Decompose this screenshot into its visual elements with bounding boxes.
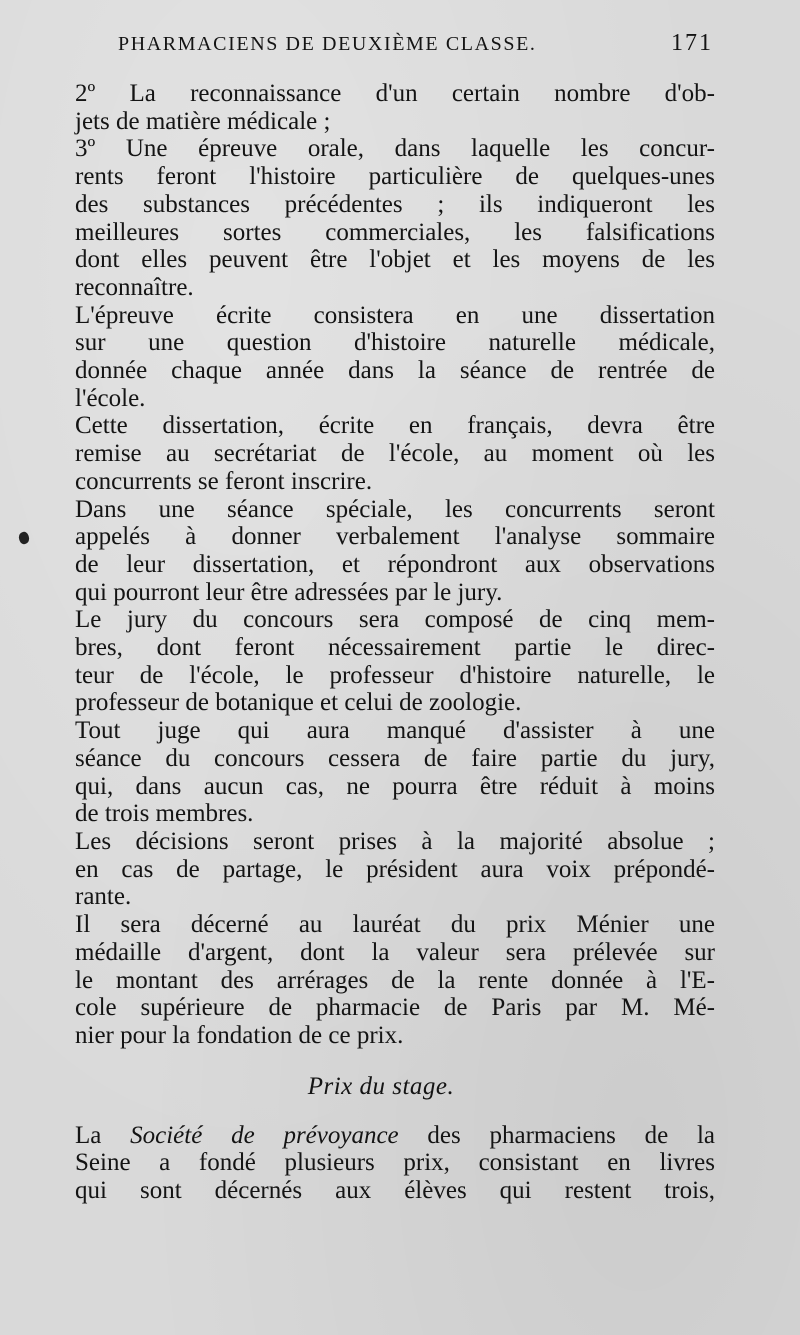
running-head-title: PHARMACIENS DE DEUXIÈME CLASSE. [118, 33, 537, 55]
text-line: Le jury du concours sera composé de cinq mem- [75, 606, 715, 634]
text-line: de trois membres. [75, 800, 254, 828]
text-line: professeur de botanique et celui de zoologie. [75, 689, 522, 717]
body-text [47, 80, 715, 1205]
margin-ink-mark [17, 531, 31, 546]
text-line: Tout juge qui aura manqué d'assister à une [75, 717, 715, 745]
text-line: Cette dissertation, écrite en français, devra être [75, 412, 715, 440]
text-line: 3º Une épreuve orale, dans laquelle les concur- [75, 135, 715, 163]
section-spacer [47, 1108, 715, 1122]
text-line: dont elles peuvent être l'objet et les moyens de les [75, 246, 715, 274]
text-line: reconnaître. [75, 273, 194, 301]
text-line: rents feront l'histoire particulière de quelques-unes [75, 163, 715, 191]
text-line: de leur dissertation, et répondront aux observations [75, 550, 715, 578]
paragraph-decisions [47, 828, 715, 911]
text-line: qui pourront leur être adressées par le jury. [75, 578, 503, 606]
italic-society-name: Société de prévoyance [130, 1121, 399, 1149]
paragraph-special-session [47, 496, 715, 607]
text-fragment: des pharmaciens de la [427, 1121, 715, 1149]
text-line: sur une question d'histoire naturelle médicale, [75, 329, 715, 357]
section-spacer [47, 1050, 715, 1064]
text-line: Seine a fondé plusieurs prix, consistant en livres [75, 1149, 715, 1177]
text-line: Il sera décerné au lauréat du prix Ménier une [75, 911, 715, 939]
text-line: nier pour la fondation de ce prix. [75, 1021, 404, 1049]
text-line: bres, dont feront nécessairement partie le direc- [75, 634, 715, 662]
text-line: séance du concours cessera de faire partie du jury, [75, 744, 715, 772]
text-line: 2º La reconnaissance d'un certain nombre d'ob- [75, 80, 715, 107]
paragraph-dissertation [47, 412, 715, 495]
text-line: teur de l'école, le professeur d'histoire naturelle, le [75, 661, 715, 689]
text-line: des substances précédentes ; ils indiqueront les [75, 190, 715, 218]
paragraph-item-2 [47, 80, 715, 135]
text-line [47, 1122, 715, 1150]
text-line: remise au secrétariat de l'école, au moment où les [75, 440, 715, 468]
text-line: Les décisions seront prises à la majorité absolue ; [75, 827, 715, 855]
text-line: rante. [75, 883, 132, 911]
text-line: qui sont décernés aux élèves qui restent trois, [75, 1177, 715, 1205]
text-line: meilleures sortes commerciales, les falsifications [75, 218, 715, 246]
paragraph-item-3 [47, 135, 715, 301]
page-number: 171 [671, 30, 713, 56]
paragraph-judge-absence [47, 717, 715, 828]
paragraph-jury [47, 606, 715, 717]
paragraph-written-exam [47, 302, 715, 413]
text-line: le montant des arrérages de la rente donnée à l'E- [75, 966, 715, 994]
section-heading: Prix du stage. [307, 1072, 455, 1100]
text-line: appelés à donner verbalement l'analyse sommaire [75, 523, 715, 551]
text-line: en cas de partage, le président aura voix prépondé- [75, 855, 715, 883]
paragraph-stage-prize [47, 1122, 715, 1205]
text-line: médaille d'argent, dont la valeur sera prélevée sur [75, 938, 715, 966]
text-line: jets de matière médicale ; [75, 107, 331, 135]
text-line: L'épreuve écrite consistera en une dissertation [75, 301, 715, 329]
text-fragment: La [75, 1121, 102, 1149]
paragraph-menier-prize [47, 911, 715, 1050]
text-line: l'école. [75, 384, 146, 412]
text-line: cole supérieure de pharmacie de Paris par M. Mé- [75, 994, 715, 1022]
text-line: qui, dans aucun cas, ne pourra être réduit à moins [75, 772, 715, 800]
text-line: Dans une séance spéciale, les concurrents seront [75, 495, 715, 523]
running-head [118, 30, 713, 60]
text-line: donnée chaque année dans la séance de rentrée de [75, 357, 715, 385]
text-line: concurrents se feront inscrire. [75, 467, 373, 495]
